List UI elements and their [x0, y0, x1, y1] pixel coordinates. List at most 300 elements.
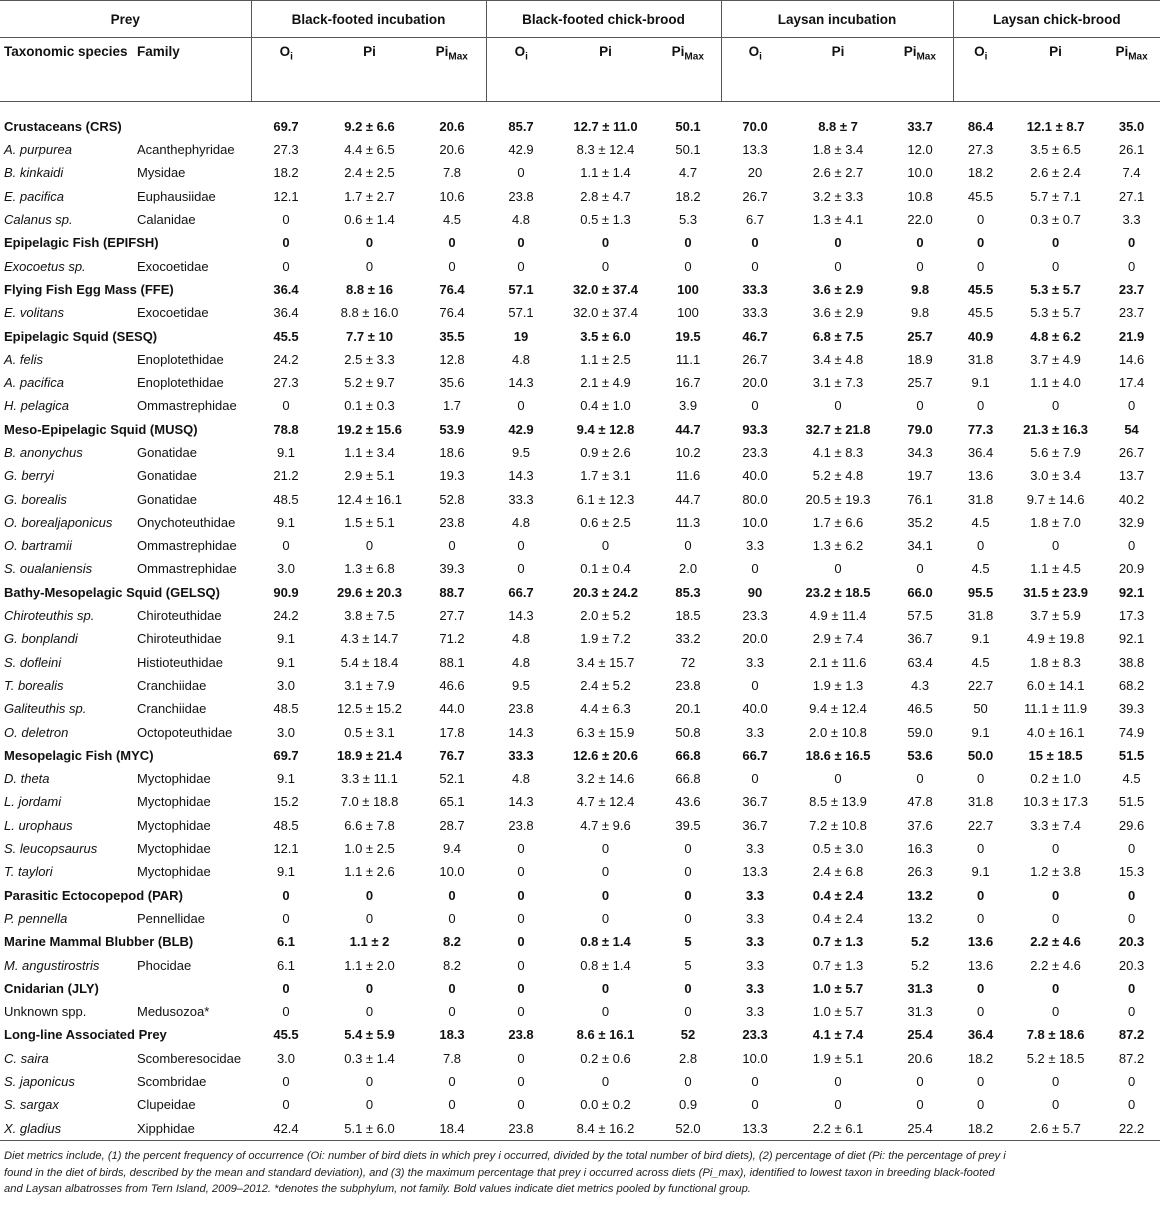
value-cell: 0 [517, 165, 525, 181]
value-cell: 1.1 ± 2.5 [580, 351, 631, 367]
value-cell: 0.6 ± 1.4 [344, 212, 395, 228]
value-cell: 21.9 [1118, 328, 1145, 344]
value-cell: 0 [365, 980, 374, 996]
value-cell: 0 [1051, 980, 1060, 996]
value-cell: 2.2 ± 6.1 [789, 1116, 887, 1140]
family-cell: Myctophidae [137, 817, 211, 833]
value-cell: 19 [513, 328, 529, 344]
value-cell: 63.4 [907, 654, 933, 670]
value-cell: 0.0 ± 0.2 [580, 1097, 631, 1113]
value-cell: 5.3 ± 5.7 [1030, 281, 1081, 297]
value-cell: 79.0 [907, 421, 933, 437]
value-cell: 0 [916, 398, 924, 414]
value-cell: 19.3 [439, 468, 465, 484]
family-cell: Ommastrephidae [137, 538, 237, 554]
functional-group-row [0, 418, 1160, 441]
value-cell: 85.3 [675, 584, 701, 600]
value-cell: 0 [517, 398, 525, 414]
functional-group-row [0, 744, 1160, 767]
o-header-sub: i [759, 51, 762, 63]
value-cell: 3.0 [276, 724, 296, 740]
value-cell: 0 [448, 1004, 456, 1020]
value-cell: 45.5 [273, 1027, 299, 1043]
pimax-header [655, 38, 721, 102]
value-cell: 0 [601, 841, 610, 857]
value-cell: 0 [916, 561, 924, 577]
value-cell: 1.0 ± 2.5 [344, 841, 395, 857]
table-row [0, 790, 1160, 813]
value-cell: 0 [976, 1097, 985, 1113]
value-cell: 19.5 [675, 328, 701, 344]
functional-group-row [0, 278, 1160, 301]
value-cell: 0.4 ± 2.4 [812, 887, 864, 903]
value-cell: 20.6 [907, 1050, 933, 1066]
value-cell: 0.3 ± 1.4 [344, 1050, 395, 1066]
value-cell: 10.0 [742, 1050, 768, 1066]
value-cell: 0 [448, 1097, 456, 1113]
value-cell: 9.1 [276, 864, 296, 880]
value-cell: 23.8 [508, 188, 534, 204]
value-cell: 0 [751, 677, 759, 693]
table-row [0, 441, 1160, 464]
value-cell: 20.5 ± 19.3 [805, 491, 871, 507]
value-cell: 4.7 ± 9.6 [580, 817, 631, 833]
value-cell: 40.0 [742, 701, 768, 717]
value-cell: 0 [684, 841, 692, 857]
taxon-cell: Mesopelagic Fish (MYC) [4, 747, 154, 763]
value-cell: 88.7 [439, 584, 465, 600]
value-cell: 20.3 [1118, 934, 1145, 950]
value-cell: 0 [684, 258, 692, 274]
value-cell: 0 [448, 887, 456, 903]
value-cell: 3.7 ± 5.9 [1030, 608, 1081, 624]
value-cell: 51.5 [1118, 747, 1145, 763]
value-cell: 32.0 ± 37.4 [573, 305, 638, 321]
o-header [953, 38, 1008, 102]
value-cell: 28.7 [439, 817, 465, 833]
value-cell: 36.4 [273, 281, 299, 297]
group-header-bf-chick-brood: Black-footed chick-brood [486, 1, 721, 38]
taxon-cell: Crustaceans (CRS) [4, 118, 122, 134]
value-cell: 0 [601, 235, 610, 251]
taxon-cell: Flying Fish Egg Mass (FFE) [4, 281, 174, 297]
value-cell: 0 [282, 1097, 290, 1113]
value-cell: 11.3 [675, 514, 701, 530]
value-cell: 0 [751, 398, 759, 414]
value-cell: 3.0 [276, 561, 296, 577]
value-cell: 14.3 [508, 468, 534, 484]
value-cell: 0 [365, 1097, 374, 1113]
value-cell: 33.3 [508, 747, 534, 763]
value-cell: 20.0 [742, 631, 768, 647]
o-header-main: O [974, 44, 985, 59]
value-cell: 90.9 [273, 584, 299, 600]
taxon-cell: H. pelagica [4, 398, 70, 414]
value-cell: 35.5 [439, 328, 465, 344]
value-cell: 4.8 [511, 514, 531, 530]
value-cell: 0 [282, 235, 290, 251]
value-cell: 0 [1127, 235, 1136, 251]
value-cell: 9.1 [276, 771, 296, 787]
table-row [0, 1047, 1160, 1070]
value-cell: 20.6 [439, 142, 465, 158]
taxon-cell: Calanus sp. [4, 212, 73, 228]
value-cell: 5.7 ± 7.1 [1030, 188, 1081, 204]
value-cell: 2.4 ± 2.5 [344, 165, 395, 181]
value-cell: 0 [517, 887, 525, 903]
pimax-header-main: Pi [903, 44, 917, 59]
value-cell: 0 [751, 561, 759, 577]
taxon-cell: E. volitans [4, 305, 64, 321]
value-cell: 12.5 ± 15.2 [337, 701, 402, 717]
table-row [0, 720, 1160, 743]
value-cell: 0 [1127, 910, 1136, 926]
value-cell: 1.8 ± 8.3 [1030, 654, 1081, 670]
value-cell: 0 [684, 1074, 692, 1090]
value-cell: 9.4 ± 12.8 [576, 421, 635, 437]
value-cell: 70.0 [742, 118, 768, 134]
value-cell: 8.2 [442, 934, 462, 950]
value-cell: 0 [1127, 398, 1136, 414]
prey-header: Prey [0, 1, 251, 38]
value-cell: 34.3 [907, 445, 933, 460]
value-cell: 4.8 [511, 771, 531, 787]
value-cell: 9.1 [276, 631, 296, 647]
value-cell: 4.4 ± 6.3 [580, 701, 631, 717]
table-row [0, 674, 1160, 697]
value-cell: 12.1 ± 8.7 [1026, 118, 1085, 134]
family-cell: Acanthephyridae [137, 142, 235, 158]
value-cell: 13.6 [967, 957, 994, 973]
value-cell: 23.3 [742, 445, 768, 460]
value-cell: 15.3 [1118, 864, 1145, 880]
pimax-header [418, 38, 486, 102]
taxon-cell: X. gladius [0, 1116, 133, 1140]
value-cell: 23.7 [1118, 281, 1145, 297]
value-cell: 0 [751, 258, 759, 274]
value-cell: 1.1 ± 3.4 [344, 445, 395, 460]
value-cell: 22.2 [1103, 1116, 1160, 1140]
taxon-cell: S. oualaniensis [4, 561, 93, 577]
value-cell: 44.0 [439, 701, 465, 717]
value-cell: 6.1 [276, 957, 296, 973]
table-row [0, 907, 1160, 930]
value-cell: 13.2 [907, 887, 933, 903]
value-cell: 87.2 [1118, 1027, 1145, 1043]
taxon-cell: P. pennella [4, 910, 68, 926]
value-cell: 57.5 [907, 608, 933, 624]
value-cell: 3.3 [745, 654, 765, 670]
value-cell: 46.5 [907, 701, 933, 717]
value-cell: 39.3 [439, 561, 465, 577]
value-cell: 0 [517, 258, 525, 274]
pi-header: Pi [1008, 38, 1103, 102]
pimax-header-main: Pi [671, 44, 685, 59]
value-cell: 0.3 ± 0.7 [1030, 212, 1081, 228]
value-cell: 14.3 [508, 608, 534, 624]
value-cell: 2.8 ± 4.7 [580, 188, 631, 204]
value-cell: 66.8 [675, 747, 701, 763]
value-cell: 13.3 [721, 1116, 789, 1140]
value-cell: 32.7 ± 21.8 [805, 421, 871, 437]
value-cell: 0 [601, 864, 610, 880]
value-cell: 21.3 ± 16.3 [1023, 421, 1089, 437]
value-cell: 5.2 [911, 934, 930, 950]
value-cell: 4.8 ± 6.2 [1030, 328, 1081, 344]
value-cell: 77.3 [967, 421, 994, 437]
value-cell: 0 [601, 910, 610, 926]
value-cell: 3.3 [745, 910, 765, 926]
value-cell: 0 [1127, 841, 1136, 857]
value-cell: 18.2 [967, 165, 994, 181]
value-cell: 4.5 [442, 212, 462, 228]
value-cell: 26.7 [742, 188, 768, 204]
value-cell: 0 [684, 235, 692, 251]
value-cell: 38.8 [1118, 654, 1145, 670]
value-cell: 65.1 [439, 794, 465, 810]
value-cell: 0 [1051, 1004, 1060, 1020]
taxon-cell: T. taylori [4, 864, 53, 880]
value-cell: 0 [976, 771, 985, 787]
value-cell: 53.6 [907, 747, 933, 763]
table-row [0, 487, 1160, 510]
value-cell: 4.1 ± 8.3 [812, 445, 864, 460]
value-cell: 2.4 ± 6.8 [812, 864, 864, 880]
value-cell: 50.1 [675, 142, 701, 158]
value-cell: 17.3 [1118, 608, 1145, 624]
value-cell: 1.8 ± 3.4 [812, 142, 864, 158]
table-row [0, 651, 1160, 674]
taxon-cell: O. bartramii [4, 538, 72, 554]
taxon-cell: A. pacifica [4, 375, 64, 391]
value-cell: 5.1 ± 6.0 [321, 1116, 418, 1140]
value-cell: 3.3 [745, 538, 765, 554]
value-cell: 0 [834, 235, 842, 251]
value-cell: 31.8 [967, 794, 994, 810]
value-cell: 1.7 ± 6.6 [812, 514, 864, 530]
value-cell: 4.3 ± 14.7 [340, 631, 399, 647]
value-cell: 18.9 ± 21.4 [337, 747, 402, 763]
o-header-sub: i [290, 51, 293, 63]
value-cell: 2.0 [678, 561, 698, 577]
family-cell: Enoplotethidae [137, 375, 224, 391]
value-cell: 3.3 [745, 980, 765, 996]
value-cell: 8.5 ± 13.9 [809, 794, 867, 810]
value-cell: 0 [1051, 538, 1060, 554]
value-cell: 4.7 [678, 165, 698, 181]
value-cell: 0 [1051, 910, 1060, 926]
value-cell: 66.7 [508, 584, 534, 600]
value-cell: 0 [517, 235, 525, 251]
value-cell: 36.7 [907, 631, 933, 647]
taxon-cell: Unknown spp. [4, 1004, 87, 1020]
value-cell: 0 [1051, 887, 1060, 903]
value-cell: 2.2 ± 4.6 [1030, 934, 1081, 950]
value-cell: 23.3 [742, 608, 768, 624]
functional-group-row [0, 1023, 1160, 1046]
value-cell: 76.1 [907, 491, 933, 507]
value-cell: 18.2 [953, 1116, 1008, 1140]
value-cell: 8.8 ± 16 [346, 281, 393, 297]
taxon-cell: O. borealjaponicus [4, 514, 113, 530]
value-cell: 93.3 [742, 421, 768, 437]
value-cell: 12.6 ± 20.6 [573, 747, 638, 763]
value-cell: 6.8 ± 7.5 [812, 328, 864, 344]
value-cell: 20.3 ± 24.2 [573, 584, 638, 600]
family-cell: Calanidae [137, 212, 196, 228]
value-cell: 45.5 [967, 305, 994, 321]
value-cell: 40.0 [742, 468, 768, 484]
value-cell: 9.1 [276, 654, 296, 670]
family-cell: Myctophidae [137, 794, 211, 810]
value-cell: 29.6 [1118, 817, 1145, 833]
value-cell: 46.6 [439, 677, 465, 693]
value-cell: 25.4 [907, 1027, 933, 1043]
value-cell: 42.4 [251, 1116, 321, 1140]
value-cell: 1.1 ± 2.6 [344, 864, 395, 880]
value-cell: 25.7 [907, 328, 933, 344]
value-cell: 9.4 [442, 841, 462, 857]
value-cell: 0 [684, 910, 692, 926]
taxon-cell: T. borealis [4, 677, 64, 693]
value-cell: 4.9 ± 19.8 [1026, 631, 1085, 647]
value-cell: 0 [976, 887, 985, 903]
value-cell: 22.0 [907, 212, 933, 228]
value-cell: 1.1 ± 2 [349, 934, 390, 950]
value-cell: 20.1 [675, 701, 701, 717]
taxon-cell: B. anonychus [4, 445, 83, 460]
value-cell: 4.1 ± 7.4 [812, 1027, 864, 1043]
value-cell: 0.5 ± 3.1 [344, 724, 395, 740]
value-cell: 0 [282, 258, 290, 274]
value-cell: 52.0 [655, 1116, 721, 1140]
value-cell: 4.9 ± 11.4 [809, 608, 867, 624]
value-cell: 0 [684, 1004, 692, 1020]
table-row [0, 371, 1160, 394]
value-cell: 3.0 [276, 677, 296, 693]
value-cell: 15 ± 18.5 [1028, 747, 1083, 763]
value-cell: 3.3 ± 11.1 [341, 771, 398, 787]
value-cell: 2.2 ± 4.6 [1030, 957, 1081, 973]
value-cell: 4.7 ± 12.4 [576, 794, 635, 810]
value-cell: 0 [448, 538, 456, 554]
value-cell: 1.1 ± 2.0 [344, 957, 395, 973]
taxon-cell: Meso-Epipelagic Squid (MUSQ) [4, 421, 198, 437]
value-cell: 1.2 ± 3.8 [1030, 864, 1081, 880]
table-row [0, 138, 1160, 161]
value-cell: 9.5 [511, 677, 531, 693]
value-cell: 31.3 [907, 1004, 933, 1020]
value-cell: 36.7 [742, 817, 768, 833]
table-row [0, 860, 1160, 883]
table-row [0, 1116, 1160, 1140]
taxon-cell: A. purpurea [4, 142, 72, 158]
value-cell: 0 [517, 864, 525, 880]
value-cell: 31.8 [967, 608, 994, 624]
value-cell: 42.9 [508, 421, 534, 437]
value-cell: 9.8 [911, 281, 930, 297]
value-cell: 0 [1127, 980, 1136, 996]
value-cell: 3.3 [745, 841, 765, 857]
value-cell: 3.9 [678, 398, 698, 414]
value-cell: 44.7 [675, 421, 701, 437]
value-cell: 3.2 ± 14.6 [576, 771, 635, 787]
table-row [0, 697, 1160, 720]
value-cell: 23.8 [486, 1116, 556, 1140]
table-row [0, 1093, 1160, 1116]
taxon-cell: G. berryi [4, 468, 54, 484]
value-cell: 20.6 [439, 118, 465, 134]
value-cell: 76.7 [439, 747, 465, 763]
value-cell: 31.8 [967, 351, 994, 367]
value-cell: 43.6 [675, 794, 701, 810]
value-cell: 6.0 ± 14.1 [1026, 677, 1085, 693]
value-cell: 1.0 ± 5.7 [812, 1004, 864, 1020]
taxon-cell: D. theta [4, 771, 50, 787]
value-cell: 57.1 [508, 305, 534, 321]
value-cell: 0.6 ± 2.5 [580, 514, 631, 530]
family-cell: Mysidae [137, 165, 186, 181]
value-cell: 23.8 [508, 701, 534, 717]
value-cell: 24.2 [273, 608, 299, 624]
table-row [0, 511, 1160, 534]
pimax-header [1103, 38, 1160, 102]
value-cell: 6.7 [745, 212, 765, 228]
value-cell: 0 [834, 1074, 842, 1090]
value-cell: 10.0 [742, 514, 768, 530]
value-cell: 0 [834, 1097, 842, 1113]
value-cell: 76.4 [439, 305, 465, 321]
value-cell: 45.5 [967, 188, 994, 204]
value-cell: 9.1 [971, 631, 990, 647]
value-cell: 33.3 [742, 305, 768, 321]
value-cell: 69.7 [273, 118, 299, 134]
value-cell: 18.6 [439, 445, 465, 460]
value-cell: 0.4 ± 2.4 [812, 910, 864, 926]
taxon-cell: Exocoetus sp. [4, 258, 86, 274]
value-cell: 22.7 [967, 677, 994, 693]
value-cell: 74.9 [1118, 724, 1145, 740]
value-cell: 5.2 [911, 957, 930, 973]
value-cell: 5 [684, 957, 692, 973]
functional-group-row [0, 231, 1160, 254]
value-cell: 35.6 [439, 375, 465, 391]
value-cell: 0.9 ± 2.6 [580, 445, 631, 460]
value-cell: 3.3 ± 7.4 [1030, 817, 1081, 833]
value-cell: 0 [976, 980, 985, 996]
value-cell: 0 [976, 1074, 985, 1090]
value-cell: 36.4 [967, 1027, 994, 1043]
value-cell: 71.2 [439, 631, 465, 647]
value-cell: 0.5 ± 3.0 [812, 841, 864, 857]
value-cell: 18.3 [439, 1027, 465, 1043]
value-cell: 3.3 [745, 934, 765, 950]
value-cell: 1.3 ± 6.8 [344, 561, 395, 577]
taxon-cell: B. kinkaidi [4, 165, 64, 181]
value-cell: 33.7 [907, 118, 933, 134]
value-cell: 3.4 ± 15.7 [576, 654, 635, 670]
value-cell: 0 [1127, 1097, 1136, 1113]
value-cell: 9.1 [971, 375, 990, 391]
value-cell: 5.3 ± 5.7 [1030, 305, 1081, 321]
value-cell: 13.6 [967, 934, 994, 950]
value-cell: 2.6 ± 2.7 [812, 165, 864, 181]
value-cell: 23.8 [508, 1027, 534, 1043]
value-cell: 32.0 ± 37.4 [573, 281, 638, 297]
value-cell: 0 [916, 1097, 924, 1113]
pimax-header-main: Pi [1115, 44, 1129, 59]
pi-header: Pi [556, 38, 655, 102]
